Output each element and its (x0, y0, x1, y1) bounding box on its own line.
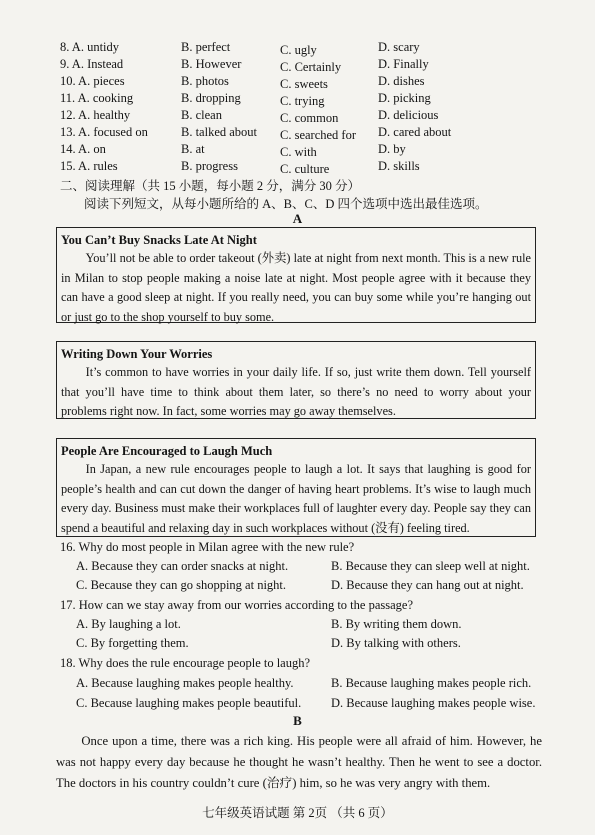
page-footer: 七年级英语试题 第 2页 （共 6 页） (202, 806, 393, 820)
option-row-13 (60, 124, 580, 141)
option-d: D. Because laughing makes people wise. (331, 696, 536, 710)
notice-box-laugh (56, 438, 536, 537)
question-16 (60, 538, 540, 556)
box-text: In Japan, a new rule encourages people to laugh a lot. It says that laughing is good for people’s health and can cut down the danger of having heart problems. It’s wise to laugh much every day. Business must make their workplaces full of laughter every day. People say they can spend a beautiful and relaxing day in such workplaces without (没有) feeling tired. (61, 462, 531, 535)
box-title: You Can’t Buy Snacks Late At Night (61, 233, 257, 247)
box-title: Writing Down Your Worries (61, 347, 213, 361)
option-a: 10. A. pieces (60, 74, 125, 88)
option-d: D. picking (378, 91, 431, 105)
option-b: B. progress (181, 159, 238, 173)
option-a: 8. A. untidy (60, 40, 120, 54)
option-row-11 (60, 90, 580, 107)
option-row-14 (60, 141, 580, 158)
passage-label-b: B (293, 713, 302, 728)
box-title: People Are Encouraged to Laugh Much (61, 444, 273, 458)
passage-b-text: Once upon a time, there was a rich king. His people were all afraid of him. However, he was not happy every day because he thought he wasn’t healthy. Then he went to see a doctor. The doctors in his country couldn’t cure (治疗) him, so he was very angry with them. (56, 734, 542, 790)
option-a: 14. A. on (60, 142, 106, 156)
passage-label-a: A (292, 211, 303, 226)
option-c: C. By forgetting them. (76, 636, 189, 650)
option-row-9 (60, 56, 580, 73)
question-text: 18. Why does the rule encourage people to laugh? (60, 656, 311, 670)
question-text: 16. Why do most people in Milan agree with the new rule? (60, 540, 355, 554)
option-c: C. culture (280, 162, 330, 176)
option-c: C. Certainly (280, 60, 342, 74)
option-a: A. Because laughing makes people healthy. (76, 676, 294, 690)
option-d: D. By talking with others. (331, 636, 461, 650)
box-text: It’s common to have worries in your daily life. If so, just write them down. Tell yourself that you’ll have time to think about them later, so there’s no need to worry about your problems right now. In fact, some worries may go away themselves. (61, 365, 531, 418)
option-b: B. dropping (181, 91, 241, 105)
option-d: D. dishes (378, 74, 425, 88)
option-row-8 (60, 39, 580, 56)
option-c: C. Because they can go shopping at night. (76, 578, 287, 592)
box-text: You’ll not be able to order takeout (外卖) late at night from next month. This is a new rule in Milan to stop people making a noise late at night. Most people agree with it because they can have a good sleep at night. If you really need, you can buy some while you’re hanging out or just go to the shop yourself to buy some. (61, 251, 531, 324)
option-a: 12. A. healthy (60, 108, 131, 122)
option-d: D. by (378, 142, 406, 156)
option-a: 9. A. Instead (60, 57, 124, 71)
option-c: C. with (280, 145, 317, 159)
section-instruction: 阅读下列短文，从每小题所给的 A、B、C、D 四个选项中选出最佳选项。 (84, 197, 488, 211)
option-b: B. perfect (181, 40, 231, 54)
option-a: 13. A. focused on (60, 125, 148, 139)
option-b: B. at (181, 142, 205, 156)
option-b: B. By writing them down. (331, 617, 462, 631)
option-a: A. Because they can order snacks at night. (76, 559, 289, 573)
option-c: C. Because laughing makes people beautiful. (76, 696, 302, 710)
option-row-12 (60, 107, 580, 124)
option-a: 15. A. rules (60, 159, 118, 173)
section-heading: 二、阅读理解（共 15 小题，每小题 2 分，满分 30 分） (60, 179, 361, 193)
option-row-15 (60, 158, 580, 175)
option-b: B. Because they can sleep well at night. (331, 559, 530, 573)
notice-box-worries (56, 341, 536, 419)
option-c: C. sweets (280, 77, 328, 91)
option-d: D. Because they can hang out at night. (331, 578, 524, 592)
option-d: D. scary (378, 40, 420, 54)
option-b: B. clean (181, 108, 222, 122)
question-17 (60, 596, 540, 614)
option-b: B. Because laughing makes people rich. (331, 676, 532, 690)
question-18 (60, 654, 540, 672)
option-a: 11. A. cooking (60, 91, 134, 105)
option-c: C. ugly (280, 43, 317, 57)
option-c: C. searched for (280, 128, 357, 142)
question-text: 17. How can we stay away from our worries according to the passage? (60, 598, 414, 612)
option-d: D. delicious (378, 108, 439, 122)
option-row-10 (60, 73, 580, 90)
option-b: B. However (181, 57, 242, 71)
option-a: A. By laughing a lot. (76, 617, 181, 631)
option-c: C. common (280, 111, 339, 125)
notice-box-snacks (56, 227, 536, 323)
option-c: C. trying (280, 94, 325, 108)
option-d: D. skills (378, 159, 420, 173)
option-d: D. Finally (378, 57, 429, 71)
option-d: D. cared about (378, 125, 452, 139)
option-b: B. photos (181, 74, 229, 88)
option-b: B. talked about (181, 125, 258, 139)
